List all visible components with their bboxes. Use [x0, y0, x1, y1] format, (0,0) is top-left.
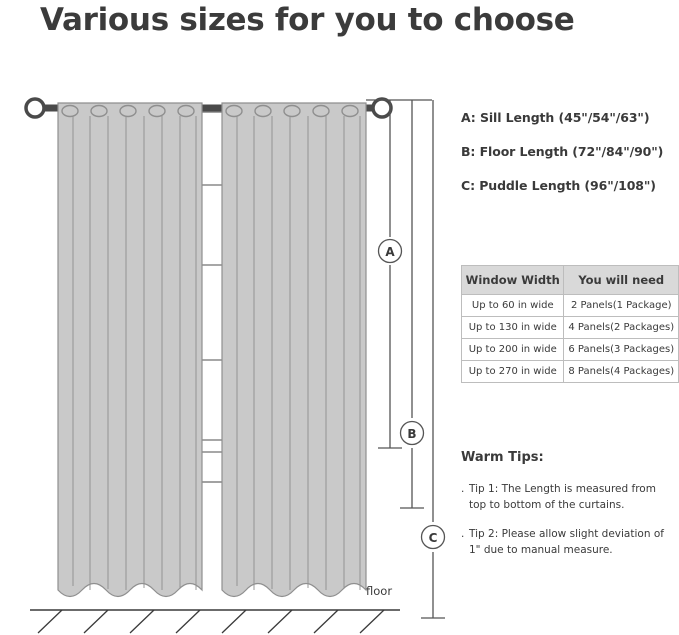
tip-item	[461, 526, 676, 559]
table-cell-need: 8 Panels(4 Packages)	[564, 361, 679, 383]
page-title: Various sizes for you to choose	[40, 2, 575, 38]
curtain-panel-left	[58, 103, 202, 597]
marker-a-label: A	[385, 245, 395, 259]
tip-bullet: .	[461, 527, 465, 540]
table-cell-need: 6 Panels(3 Packages)	[564, 339, 679, 361]
marker-c	[422, 526, 445, 549]
marker-b	[401, 422, 424, 445]
floor-label: floor	[366, 584, 393, 598]
curtain-diagram-svg	[0, 70, 450, 635]
table-row	[462, 361, 679, 383]
tip-text: Tip 2: Please allow slight deviation of 1" due to manual measure.	[469, 527, 664, 556]
legend-item-b: B: Floor Length (72"/84"/90")	[461, 144, 664, 159]
table-header-window-width: Window Width	[462, 266, 564, 295]
curtain-diagram	[0, 70, 450, 635]
legend-item-c: C: Puddle Length (96"/108")	[461, 178, 656, 193]
tip-item	[461, 481, 676, 514]
table-cell-width: Up to 200 in wide	[462, 339, 564, 361]
legend-item-a: A: Sill Length (45"/54"/63")	[461, 110, 650, 125]
warm-tips-title: Warm Tips:	[461, 450, 544, 465]
table-row	[462, 317, 679, 339]
table-header-you-will-need: You will need	[564, 266, 679, 295]
tip-text: Tip 1: The Length is measured from top to bottom of the curtains.	[469, 483, 656, 512]
length-legend	[461, 110, 671, 212]
table-cell-width: Up to 130 in wide	[462, 317, 564, 339]
warm-tips-section	[461, 450, 676, 570]
marker-a	[379, 240, 402, 263]
curtain-panel-right	[222, 103, 366, 597]
table-cell-width: Up to 270 in wide	[462, 361, 564, 383]
table-cell-width: Up to 60 in wide	[462, 295, 564, 317]
marker-c-label: C	[428, 531, 438, 545]
floor-line	[30, 610, 400, 633]
table-cell-need: 2 Panels(1 Package)	[564, 295, 679, 317]
marker-b-label: B	[407, 427, 417, 441]
panel-quantity-table	[461, 265, 679, 383]
table-row	[462, 339, 679, 361]
table-header-row	[462, 266, 679, 295]
table-row	[462, 295, 679, 317]
table-cell-need: 4 Panels(2 Packages)	[564, 317, 679, 339]
tip-bullet: .	[461, 483, 465, 495]
